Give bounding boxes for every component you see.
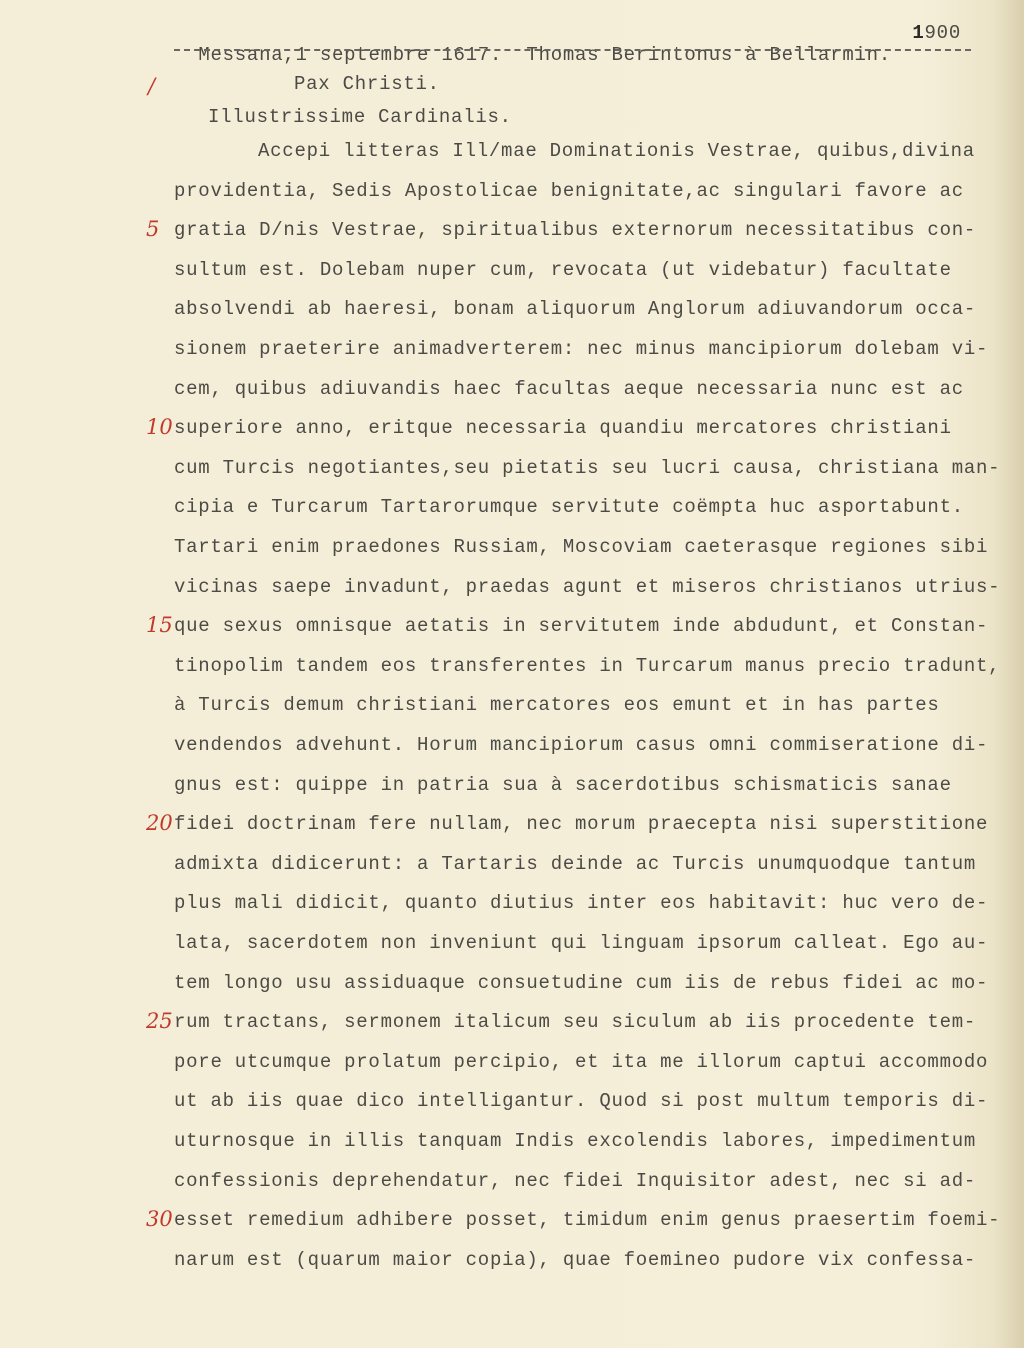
text-line: sultum est. Dolebam nuper cum, revocata (ut videbatur) facultate <box>174 258 952 281</box>
text-line: lata, sacerdotem non inveniunt qui linguam ipsorum calleat. Ego au- <box>174 932 989 954</box>
text-line: cum Turcis negotiantes,seu pietatis seu lucri causa, christiana man- <box>174 456 1001 479</box>
text-line: Tartari enim praedones Russiam, Moscoviam caeterasque regiones sibi <box>174 536 989 558</box>
folio-number <box>912 22 961 44</box>
text-line: cem, quibus adiuvandis haec facultas aeque necessaria nunc est ac <box>174 377 964 400</box>
margin-mark: / <box>148 74 156 98</box>
text-line: ut ab iis quae dico intelligantur. Quod si post multum temporis di- <box>174 1090 989 1113</box>
text-line: tinopolim tandem eos transferentes in Turcarum manus precio tradunt, <box>174 654 1001 677</box>
line-number-margin: 5 <box>146 217 160 242</box>
salutation-addressee: Illustrissime Cardinalis. <box>208 106 512 128</box>
text-line: vendendos advehunt. Horum mancipiorum casus omni commiseratione di- <box>174 734 989 756</box>
text-line: rum tractans, sermonem italicum seu siculum ab iis procedente tem- <box>174 1011 977 1034</box>
line-number-margin: 10 <box>146 415 173 440</box>
text-line: esset remedium adhibere posset, timidum enim genus praesertim foemi- <box>174 1209 1001 1232</box>
text-line: que sexus omnisque aetatis in servitutem inde abdudunt, et Constan- <box>174 615 989 638</box>
text-line: fidei doctrinam fere nullam, nec morum praecepta nisi superstitione <box>174 813 989 836</box>
text-line: admixta didicerunt: a Tartaris deinde ac Turcis unumquodque tantum <box>174 852 977 875</box>
text-line: absolvendi ab haeresi, bonam aliquorum Anglorum adiuvandorum occa- <box>174 298 977 321</box>
line-number-margin: 30 <box>146 1207 173 1232</box>
text-line: tem longo usu assiduaque consuetudine cum iis de rebus fidei ac mo- <box>174 971 989 994</box>
folio-rest: 900 <box>924 22 961 44</box>
text-line: confessionis deprehendatur, nec fidei Inquisitor adest, nec si ad- <box>174 1169 977 1192</box>
text-line: superiore anno, eritque necessaria quandiu mercatores christiani <box>174 417 952 440</box>
text-line: à Turcis demum christiani mercatores eos emunt et in has partes <box>174 694 940 717</box>
folio-prefix: 1 <box>912 22 925 44</box>
header-divider <box>174 49 971 51</box>
text-line: Accepi litteras Ill/mae Dominationis Vestrae, quibus,divina <box>258 140 975 162</box>
text-line: uturnosque in illis tanquam Indis excolendis labores, impedimentum <box>174 1130 977 1152</box>
text-line: sionem praeterire animadverterem: nec minus mancipiorum dolebam vi- <box>174 338 989 360</box>
salutation-pax: Pax Christi. <box>294 73 440 95</box>
text-line: plus mali didicit, quanto diutius inter eos habitavit: huc vero de- <box>174 892 989 915</box>
text-line: vicinas saepe invadunt, praedas agunt et miseros christianos utrius- <box>174 575 1001 598</box>
line-number-margin: 25 <box>146 1009 173 1034</box>
line-number-margin: 15 <box>146 613 173 638</box>
text-line: gratia D/nis Vestrae, spiritualibus externorum necessitatibus con- <box>174 219 977 242</box>
text-line: providentia, Sedis Apostolicae benignitate,ac singulari favore ac <box>174 179 964 202</box>
text-line: cipia e Turcarum Tartarorumque servitute coëmpta huc asportabunt. <box>174 496 964 519</box>
header-title: Messana,1 septembre 1617. Thomas Berintonus à Bellarmin. <box>198 44 891 66</box>
text-line: pore utcumque prolatum percipio, et ita me illorum captui accommodo <box>174 1050 989 1073</box>
text-line: narum est (quarum maior copia), quae foemineo pudore vix confessa- <box>174 1248 977 1271</box>
line-number-margin: 20 <box>146 811 173 836</box>
text-line: gnus est: quippe in patria sua à sacerdotibus schismaticis sanae <box>174 773 952 796</box>
